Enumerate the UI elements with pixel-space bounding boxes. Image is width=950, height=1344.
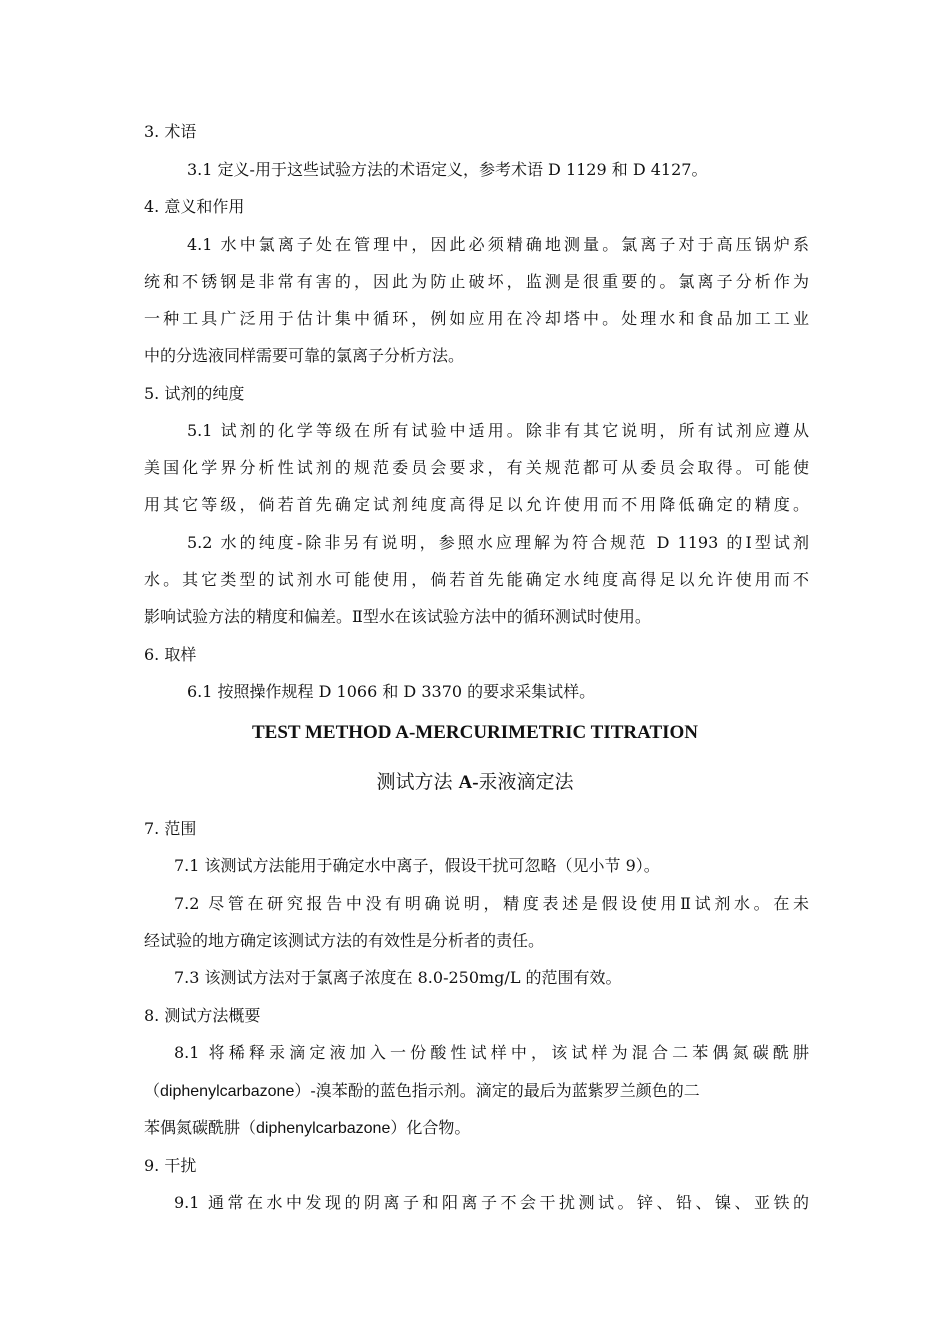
method-title-chinese — [0, 769, 950, 796]
method-title-chinese-suffix: 汞液滴定法 — [478, 771, 574, 793]
paragraph-7-1: 7.1 该测试方法能用于确定水中离子，假设干扰可忽略（见小节 9）。 — [174, 856, 660, 875]
method-title-english: TEST METHOD A-MERCURIMETRIC TITRATION — [251, 722, 699, 743]
paragraph-7-2-line-2: 经试验的地方确定该测试方法的有效性是分析者的责任。 — [144, 931, 545, 950]
paragraph-4-1-line-1: 4.1 水中氯离子处在管理中，因此必须精确地测量。氯离子对于高压锅炉系 — [187, 235, 809, 254]
paragraph-8-1-line-3 — [144, 1117, 809, 1140]
paragraph-8-1-line-2-rest: ）-溴苯酚的蓝色指示剂。滴定的最后为蓝紫罗兰颜色的二 — [294, 1081, 700, 1100]
paragraph-8-1-line-2-term: diphenylcarbazone — [160, 1083, 295, 1100]
section-7-heading: 7. 范围 — [144, 819, 197, 838]
section-9-heading: 9. 干扰 — [144, 1156, 197, 1175]
paragraph-5-2-line-2: 水。其它类型的试剂水可能使用，倘若首先能确定水纯度高得足以允许使用而不 — [144, 570, 809, 589]
paragraph-8-1-line-2-open: （ — [144, 1081, 161, 1100]
paragraph-8-1-line-3-start: 苯偶氮碳酰肼（ — [144, 1118, 257, 1137]
paragraph-5-2-line-1: 5.2 水的纯度-除非另有说明，参照水应理解为符合规范 D 1193 的Ⅰ型试剂 — [187, 533, 809, 552]
paragraph-4-1-line-3: 一种工具广泛用于估计集中循环，例如应用在冷却塔中。处理水和食品加工工业 — [144, 309, 809, 328]
method-title-chinese-prefix: 测试方法 — [376, 771, 459, 793]
section-6-heading: 6. 取样 — [144, 645, 197, 664]
section-5-heading: 5. 试剂的纯度 — [144, 384, 245, 403]
paragraph-5-1-line-1: 5.1 试剂的化学等级在所有试验中适用。除非有其它说明，所有试剂应遵从 — [187, 421, 809, 440]
paragraph-9-1-line-1: 9.1 通常在水中发现的阴离子和阳离子不会干扰测试。锌、铅、镍、亚铁的 — [174, 1193, 809, 1212]
paragraph-7-2-line-1: 7.2 尽管在研究报告中没有明确说明，精度表述是假设使用Ⅱ试剂水。在未 — [174, 894, 809, 913]
paragraph-5-1-line-2: 美国化学界分析性试剂的规范委员会要求，有关规范都可从委员会取得。可能使 — [144, 458, 809, 477]
paragraph-5-2-line-3: 影响试验方法的精度和偏差。Ⅱ型水在该试验方法中的循环测试时使用。 — [144, 607, 651, 626]
paragraph-4-1-line-4: 中的分选液同样需要可靠的氯离子分析方法。 — [144, 346, 465, 365]
paragraph-6-1: 6.1 按照操作规程 D 1066 和 D 3370 的要求采集试样。 — [187, 682, 596, 701]
paragraph-4-1-line-2: 统和不锈钢是非常有害的，因此为防止破坏，监测是很重要的。氯离子分析作为 — [144, 272, 809, 291]
paragraph-8-1-line-3-term: diphenylcarbazone — [256, 1120, 391, 1137]
section-3-heading: 3. 术语 — [144, 122, 197, 141]
section-8-heading: 8. 测试方法概要 — [144, 1006, 261, 1025]
section-4-heading: 4. 意义和作用 — [144, 197, 245, 216]
paragraph-3-1: 3.1 定义-用于这些试验方法的术语定义，参考术语 D 1129 和 D 4127。 — [187, 160, 708, 179]
paragraph-7-3: 7.3 该测试方法对于氯离子浓度在 8.0-250mg/L 的范围有效。 — [174, 968, 622, 987]
paragraph-8-1-line-1: 8.1 将稀释汞滴定液加入一份酸性试样中，该试样为混合二苯偶氮碳酰肼 — [174, 1043, 809, 1062]
paragraph-8-1-line-3-rest: ）化合物。 — [390, 1118, 471, 1137]
paragraph-5-1-line-3: 用其它等级，倘若首先确定试剂纯度高得足以允许使用而不用降低确定的精度。 — [144, 495, 809, 514]
paragraph-8-1-line-2 — [144, 1080, 809, 1103]
method-title-chinese-bold: A- — [458, 772, 479, 793]
